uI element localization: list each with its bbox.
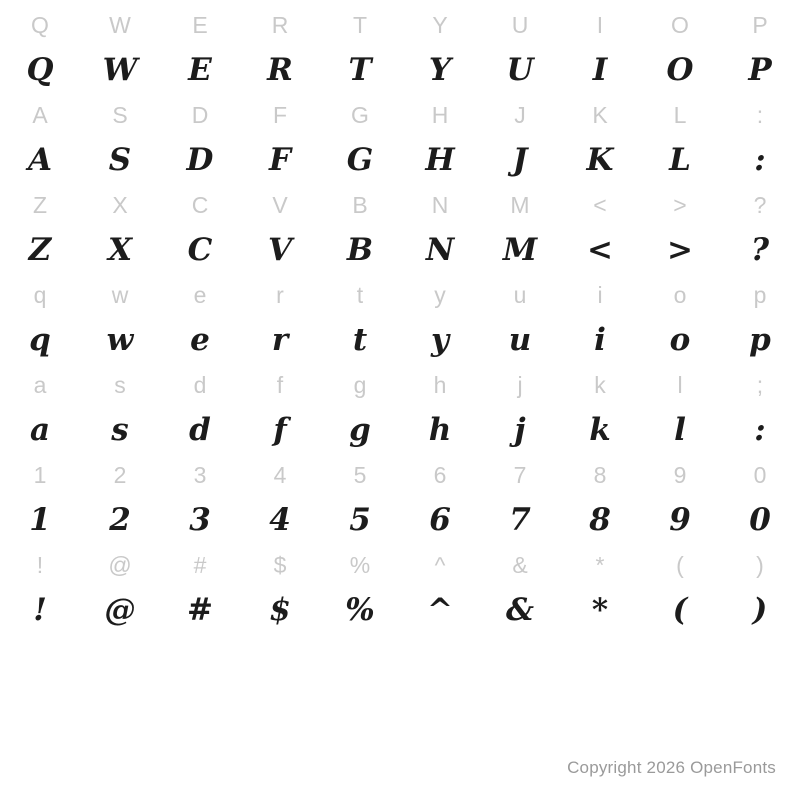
glyph-specimen-row <box>0 48 800 93</box>
glyph-cell: B <box>346 232 374 268</box>
glyph-cell: % <box>345 592 375 628</box>
glyph-cell: ? <box>750 232 770 268</box>
glyph-cell: F <box>268 142 291 178</box>
key-label: A <box>32 102 48 128</box>
key-label: C <box>191 192 209 218</box>
key-label: G <box>351 102 369 128</box>
key-label: N <box>431 192 449 218</box>
glyph-cell: ^ <box>427 592 453 628</box>
glyph-cell: U <box>506 52 534 88</box>
key-label: I <box>596 12 604 38</box>
key-label: d <box>193 372 207 398</box>
key-label: 1 <box>33 462 47 488</box>
key-label: X <box>112 192 128 218</box>
key-label: h <box>433 372 447 398</box>
glyph-cell: W <box>102 52 138 88</box>
glyph-cell: 4 <box>269 502 291 538</box>
glyph-cell: & <box>506 592 534 628</box>
keyboard-reference-row <box>0 183 800 228</box>
key-label: 6 <box>433 462 447 488</box>
key-label: s <box>114 372 126 398</box>
key-label: F <box>272 102 288 128</box>
glyph-cell: K <box>586 142 614 178</box>
glyph-cell: L <box>669 142 691 178</box>
glyph-cell: H <box>425 142 455 178</box>
key-label: g <box>353 372 367 398</box>
glyph-cell: j <box>514 412 526 448</box>
glyph-cell: Y <box>428 52 452 88</box>
glyph-cell: Q <box>26 52 54 88</box>
key-label: W <box>109 12 131 38</box>
glyph-cell: I <box>592 52 608 88</box>
key-label: & <box>512 552 528 578</box>
glyph-cell: A <box>27 142 53 178</box>
glyph-cell: T <box>348 52 372 88</box>
key-label: # <box>193 552 207 578</box>
key-label: k <box>594 372 606 398</box>
key-label: i <box>597 282 603 308</box>
glyph-cell: C <box>187 232 213 268</box>
key-label: $ <box>273 552 287 578</box>
glyph-cell: l <box>674 412 686 448</box>
key-label: ? <box>753 192 767 218</box>
key-label: < <box>593 192 607 218</box>
glyph-cell: r <box>271 322 289 358</box>
key-label: 8 <box>593 462 607 488</box>
key-label: e <box>193 282 207 308</box>
key-label: r <box>276 282 284 308</box>
glyph-cell: M <box>502 232 538 268</box>
glyph-cell: J <box>512 142 528 178</box>
key-label: l <box>677 372 683 398</box>
glyph-cell: e <box>190 322 210 358</box>
key-label: f <box>276 372 284 398</box>
key-label: ^ <box>434 552 446 578</box>
glyph-cell: X <box>107 232 133 268</box>
glyph-cell: i <box>594 322 606 358</box>
glyph-cell: 8 <box>589 502 611 538</box>
glyph-cell: N <box>425 232 455 268</box>
glyph-cell: : <box>754 412 766 448</box>
key-label: R <box>271 12 289 38</box>
key-label: o <box>673 282 687 308</box>
key-label: O <box>671 12 689 38</box>
key-label: * <box>595 552 605 578</box>
glyph-cell: : <box>754 142 766 178</box>
glyph-cell: y <box>430 322 449 358</box>
glyph-cell: s <box>111 412 129 448</box>
key-label: D <box>191 102 209 128</box>
glyph-specimen-row <box>0 318 800 363</box>
glyph-cell: $ <box>269 592 291 628</box>
keyboard-reference-row <box>0 93 800 138</box>
glyph-cell: 5 <box>349 502 371 538</box>
key-label: Y <box>432 12 448 38</box>
key-label: ! <box>36 552 44 578</box>
key-label: Z <box>32 192 48 218</box>
glyph-specimen-row <box>0 408 800 453</box>
key-label: 3 <box>193 462 207 488</box>
glyph-cell: w <box>106 322 134 358</box>
glyph-cell: h <box>428 412 452 448</box>
glyph-cell: u <box>508 322 532 358</box>
glyph-cell: d <box>189 412 211 448</box>
key-label: H <box>431 102 449 128</box>
glyph-cell: o <box>669 322 691 358</box>
copyright-notice: Copyright 2026 OpenFonts <box>567 758 776 777</box>
key-label: : <box>756 102 764 128</box>
key-label: ( <box>676 552 684 578</box>
glyph-cell: S <box>108 142 132 178</box>
key-label: % <box>349 552 371 578</box>
key-label: > <box>673 192 687 218</box>
glyph-cell: f <box>273 412 287 448</box>
glyph-cell: R <box>267 52 293 88</box>
glyph-cell: a <box>29 412 51 448</box>
key-label: w <box>111 282 129 308</box>
keyboard-reference-row <box>0 273 800 318</box>
key-label: y <box>434 282 446 308</box>
keyboard-reference-row <box>0 3 800 48</box>
glyph-cell: q <box>29 322 51 358</box>
key-label: ) <box>756 552 764 578</box>
key-label: a <box>33 372 47 398</box>
glyph-cell: g <box>349 412 371 448</box>
glyph-cell: 2 <box>109 502 131 538</box>
key-label: ; <box>756 372 764 398</box>
glyph-cell: * <box>591 592 609 628</box>
glyph-cell: Z <box>28 232 52 268</box>
key-label: t <box>356 282 364 308</box>
key-label: T <box>352 12 368 38</box>
glyph-cell: P <box>748 52 772 88</box>
glyph-cell: > <box>667 232 693 268</box>
glyph-cell: < <box>587 232 613 268</box>
glyph-cell: ( <box>672 592 688 628</box>
glyph-cell: E <box>188 52 212 88</box>
key-label: V <box>272 192 288 218</box>
glyph-cell: O <box>666 52 694 88</box>
key-label: Q <box>31 12 49 38</box>
keyboard-reference-row <box>0 543 800 588</box>
glyph-cell: # <box>187 592 213 628</box>
key-label: 2 <box>113 462 127 488</box>
key-label: K <box>592 102 608 128</box>
glyph-specimen-row <box>0 138 800 183</box>
glyph-cell: @ <box>104 592 136 628</box>
key-label: u <box>513 282 527 308</box>
key-label: 4 <box>273 462 287 488</box>
glyph-cell: D <box>186 142 214 178</box>
glyph-cell: t <box>352 322 368 358</box>
key-label: E <box>192 12 208 38</box>
glyph-cell: 9 <box>669 502 691 538</box>
glyph-cell: V <box>267 232 293 268</box>
key-label: j <box>517 372 523 398</box>
glyph-cell: ! <box>33 592 47 628</box>
key-label: 5 <box>353 462 367 488</box>
glyph-cell: 3 <box>189 502 211 538</box>
key-label: 7 <box>513 462 527 488</box>
keyboard-reference-row <box>0 363 800 408</box>
key-label: S <box>112 102 128 128</box>
glyph-cell: 6 <box>429 502 451 538</box>
glyph-cell: 1 <box>29 502 51 538</box>
key-label: U <box>511 12 529 38</box>
key-label: J <box>514 102 526 128</box>
key-label: M <box>510 192 530 218</box>
glyph-cell: 0 <box>749 502 771 538</box>
key-label: B <box>352 192 368 218</box>
key-label: p <box>753 282 767 308</box>
glyph-cell: k <box>589 412 611 448</box>
glyph-specimen-row <box>0 228 800 273</box>
glyph-cell: p <box>749 322 771 358</box>
glyph-specimen-row <box>0 588 800 633</box>
glyph-cell: ) <box>752 592 768 628</box>
key-label: q <box>33 282 47 308</box>
key-label: @ <box>108 552 132 578</box>
key-label: 0 <box>753 462 767 488</box>
glyph-cell: G <box>346 142 374 178</box>
key-label: 9 <box>673 462 687 488</box>
glyph-specimen-row <box>0 498 800 543</box>
key-label: P <box>752 12 768 38</box>
key-label: L <box>673 102 687 128</box>
keyboard-reference-row <box>0 453 800 498</box>
glyph-cell: 7 <box>509 502 531 538</box>
